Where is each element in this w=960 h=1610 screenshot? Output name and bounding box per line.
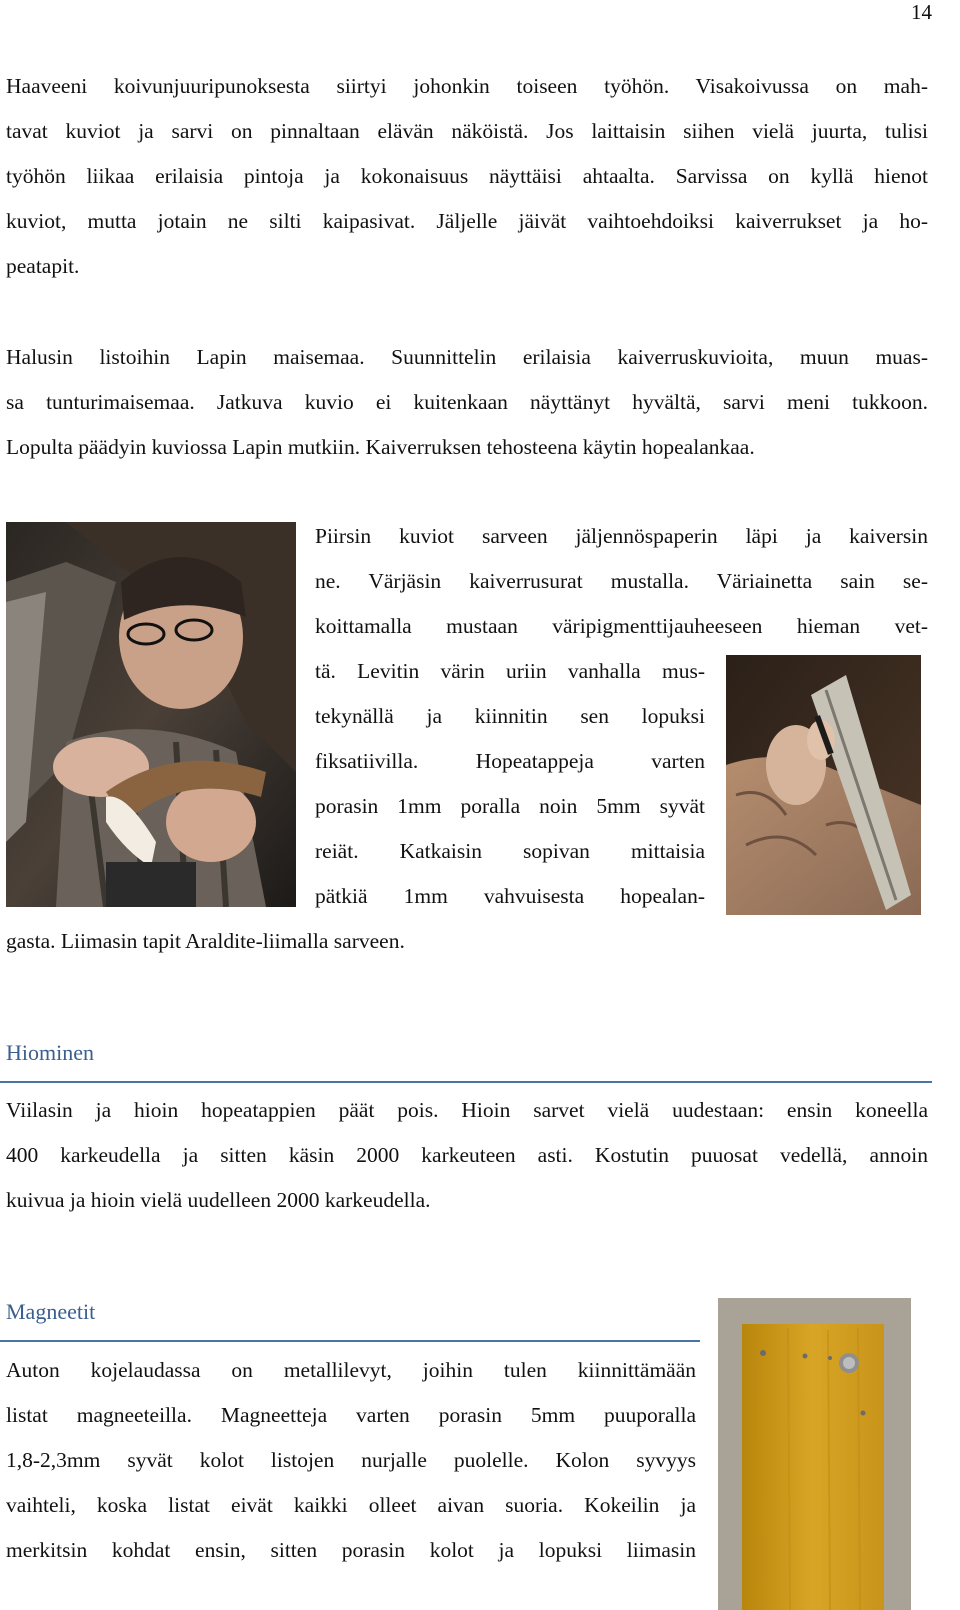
text-line: merkitsin kohdat ensin, sitten porasin kolot ja lopuksi liimasin — [6, 1538, 696, 1562]
text-line: porasin 1mm poralla noin 5mm syvät — [315, 794, 705, 818]
text-line: Haaveeni koivunjuuripunoksesta siirtyi johonkin toiseen työhön. Visakoivussa on mah- — [6, 74, 928, 98]
paragraph-intro — [6, 64, 928, 289]
section-heading-magneetit: Magneetit — [6, 1299, 96, 1324]
text-line: vaihteli, koska listat eivät kaikki olleet aivan suoria. Kokeilin ja — [6, 1493, 696, 1517]
text-line: fiksatiivilla. Hopeatappeja varten — [315, 749, 705, 773]
text-line: ne. Värjäsin kaiverrusurat mustalla. Väriainetta sain se- — [315, 569, 928, 593]
text-line: gasta. Liimasin tapit Araldite-liimalla sarveen. — [6, 929, 405, 953]
paragraph-magneetit — [6, 1348, 696, 1573]
text-line: tavat kuviot ja sarvi on pinnaltaan elävän näköistä. Jos laittaisin siihen vielä juurta, tulisi — [6, 119, 928, 143]
text-line: sa tunturimaisemaa. Jatkuva kuvio ei kuitenkaan näyttänyt hyvältä, sarvi meni tukkoon. — [6, 390, 928, 414]
text-line: työhön liikaa erilaisia pintoja ja kokonaisuus näyttäisi ahtaalta. Sarvissa on kyllä hienot — [6, 164, 928, 188]
text-line: Piirsin kuviot sarveen jäljennöspaperin läpi ja kaiversin — [315, 524, 928, 548]
text-line: kuviot, mutta jotain ne silti kaipasivat. Jäljelle jäivät vaihtoehdoiksi kaiverrukset ja ho- — [6, 209, 928, 233]
paragraph-hiominen — [6, 1088, 928, 1223]
text-line: pätkiä 1mm vahvuisesta hopealan- — [315, 884, 705, 908]
text-line: koittamalla mustaan väripigmenttijauheeseen hieman vet- — [315, 614, 928, 638]
text-line: 1,8-2,3mm syvät kolot listojen nurjalle puolelle. Kolon syvyys — [6, 1448, 696, 1472]
text-line: tä. Levitin värin uriin vanhalla mus- — [315, 659, 705, 683]
text-line: tekynällä ja kiinnitin sen lopuksi — [315, 704, 705, 728]
photo-magnet-holes — [718, 1298, 911, 1610]
paragraph-lapland — [6, 335, 928, 470]
text-line: peatapit. — [6, 254, 80, 278]
photo-engraving — [6, 522, 296, 907]
text-line: kuivua ja hioin vielä uudelleen 2000 karkeudella. — [6, 1188, 431, 1212]
text-line: Viilasin ja hioin hopeatappien päät pois. Hioin sarvet vielä uudestaan: ensin koneella — [6, 1098, 928, 1122]
text-line: Halusin listoihin Lapin maisemaa. Suunnittelin erilaisia kaiverruskuvioita, muun muas- — [6, 345, 928, 369]
section-rule — [0, 1081, 932, 1083]
photo-dyeing — [726, 655, 921, 915]
page-number: 14 — [911, 0, 932, 24]
text-line: Lopulta päädyin kuviossa Lapin mutkiin. Kaiverruksen tehosteena käytin hopealankaa. — [6, 435, 755, 459]
text-line: Auton kojelaudassa on metallilevyt, joihin tulen kiinnittämään — [6, 1358, 696, 1382]
section-heading-hiominen: Hiominen — [6, 1040, 94, 1065]
text-line: listat magneeteilla. Magneetteja varten porasin 5mm puuporalla — [6, 1403, 696, 1427]
text-line: 400 karkeudella ja sitten käsin 2000 karkeuteen asti. Kostutin puuosat vedellä, annoin — [6, 1143, 928, 1167]
text-line: reiät. Katkaisin sopivan mittaisia — [315, 839, 705, 863]
section-rule — [0, 1340, 700, 1342]
